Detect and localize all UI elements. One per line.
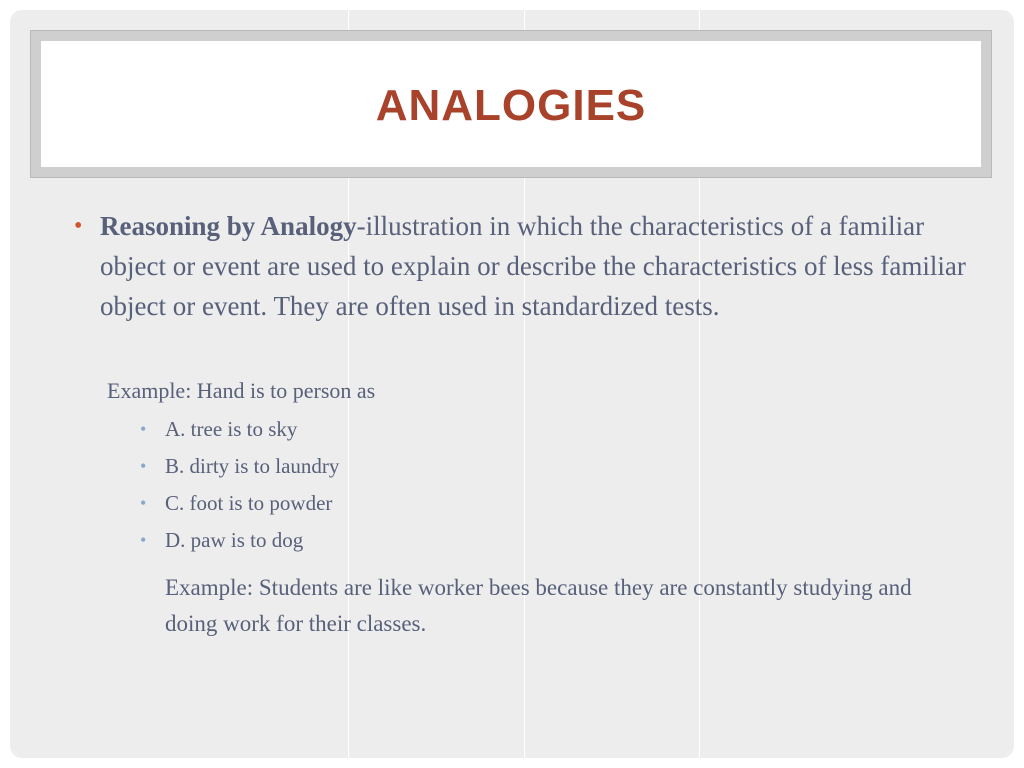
answer-option — [140, 525, 339, 562]
example-hand: Example: Hand is to person as — [107, 378, 376, 403]
answer-option — [140, 414, 339, 451]
sub-bullet-icon: • — [140, 493, 147, 513]
answer-options-list — [140, 414, 340, 562]
answer-option-label: A. tree is to sky — [165, 417, 298, 441]
answer-option — [140, 488, 339, 525]
bullet-term: Reasoning by Analogy — [100, 211, 357, 241]
main-bullet — [74, 206, 970, 326]
answer-option — [140, 451, 340, 488]
answer-option-label: D. paw is to dog — [165, 528, 304, 552]
sub-bullet-icon: • — [140, 419, 147, 439]
sub-bullet-icon: • — [140, 530, 147, 550]
slide-title: ANALOGIES — [375, 81, 647, 130]
slide — [10, 10, 1014, 758]
bullet-text: -illustration in which the characteristics of a familiar object or event are used to explain or describe the characteristics of less familiar object or event. They are often used in standardized tests. — [100, 211, 966, 321]
example-bees: Example: Students are like worker bees because they are constantly studying and doing work for their classes. — [165, 575, 912, 636]
sub-bullet-icon: • — [140, 456, 147, 476]
answer-option-label: C. foot is to powder — [165, 491, 333, 515]
bullet-icon: • — [74, 213, 83, 239]
answer-option-label: B. dirty is to laundry — [165, 454, 340, 478]
slide-content — [10, 10, 1014, 758]
